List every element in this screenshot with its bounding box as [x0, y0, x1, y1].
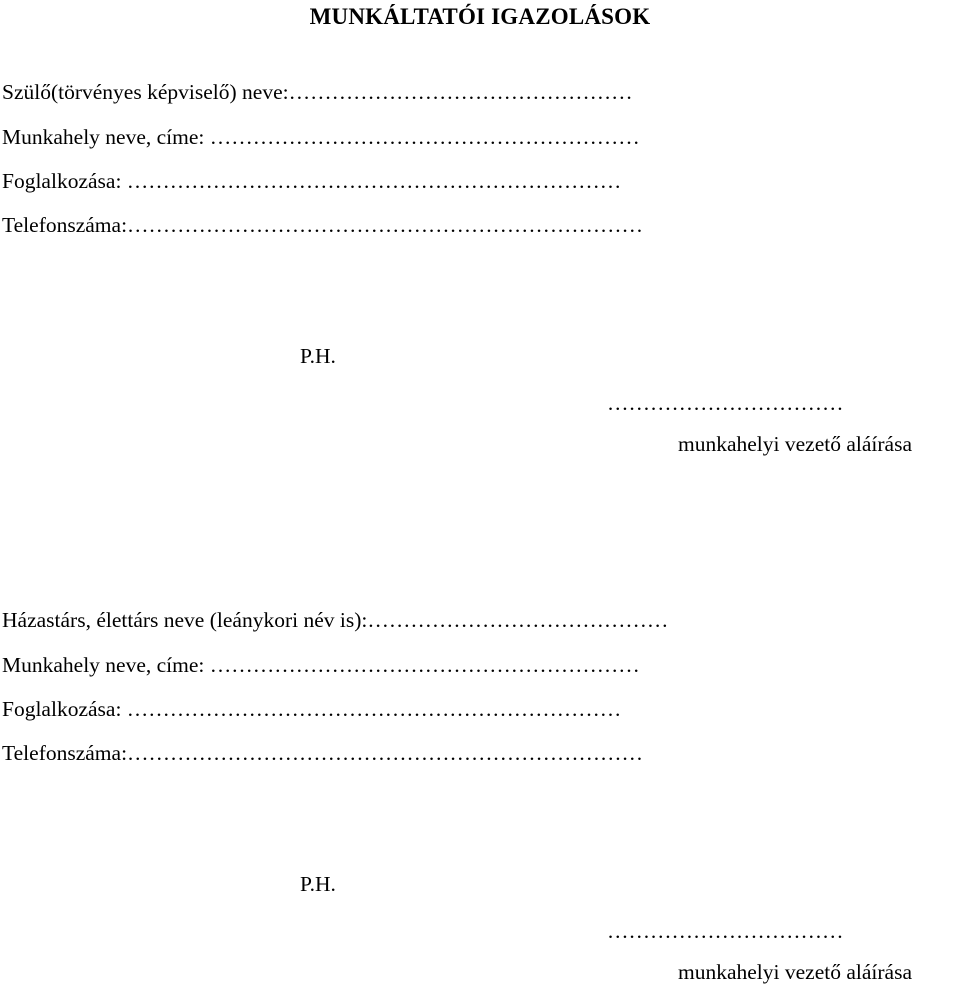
occupation-dots-2: …………………………………………………………… — [126, 697, 622, 721]
phone-label-2: Telefonszáma: — [2, 741, 128, 765]
parent-name-line — [2, 78, 633, 106]
phone-label-1: Telefonszáma: — [2, 213, 128, 237]
phone-dots-2: ……………………………………………………………… — [127, 741, 644, 765]
occupation-label-2: Foglalkozása: — [2, 697, 122, 721]
parent-name-label: Szülő(törvényes képviselő) neve: — [2, 80, 289, 104]
workplace-line-2 — [2, 651, 640, 679]
signature-label-1: munkahelyi vezető aláírása — [678, 432, 913, 456]
workplace-dots-1: …………………………………………………… — [209, 125, 640, 149]
signature-dots-2: …………………………… — [607, 919, 844, 943]
workplace-label-2: Munkahely neve, címe: — [2, 653, 205, 677]
signature-dots-1: …………………………… — [607, 391, 844, 415]
phone-line-1 — [2, 211, 643, 239]
occupation-dots-1: …………………………………………………………… — [126, 169, 622, 193]
workplace-label-1: Munkahely neve, címe: — [2, 125, 205, 149]
workplace-dots-2: …………………………………………………… — [209, 653, 640, 677]
stamp-label-2: P.H. — [300, 872, 336, 896]
page-title: MUNKÁLTATÓI IGAZOLÁSOK — [309, 4, 651, 29]
signature-label-2: munkahelyi vezető aláírása — [678, 960, 913, 984]
stamp-label-1: P.H. — [300, 344, 336, 368]
occupation-line-2 — [2, 695, 621, 723]
spouse-name-line — [2, 606, 668, 634]
spouse-name-label: Házastárs, élettárs neve (leánykori név is): — [2, 608, 368, 632]
spouse-name-dots: …………………………………… — [367, 608, 669, 632]
workplace-line-1 — [2, 123, 640, 151]
occupation-line-1 — [2, 167, 621, 195]
occupation-label-1: Foglalkozása: — [2, 169, 122, 193]
phone-line-2 — [2, 739, 643, 767]
phone-dots-1: ……………………………………………………………… — [127, 213, 644, 237]
parent-name-dots: ………………………………………… — [288, 80, 633, 104]
